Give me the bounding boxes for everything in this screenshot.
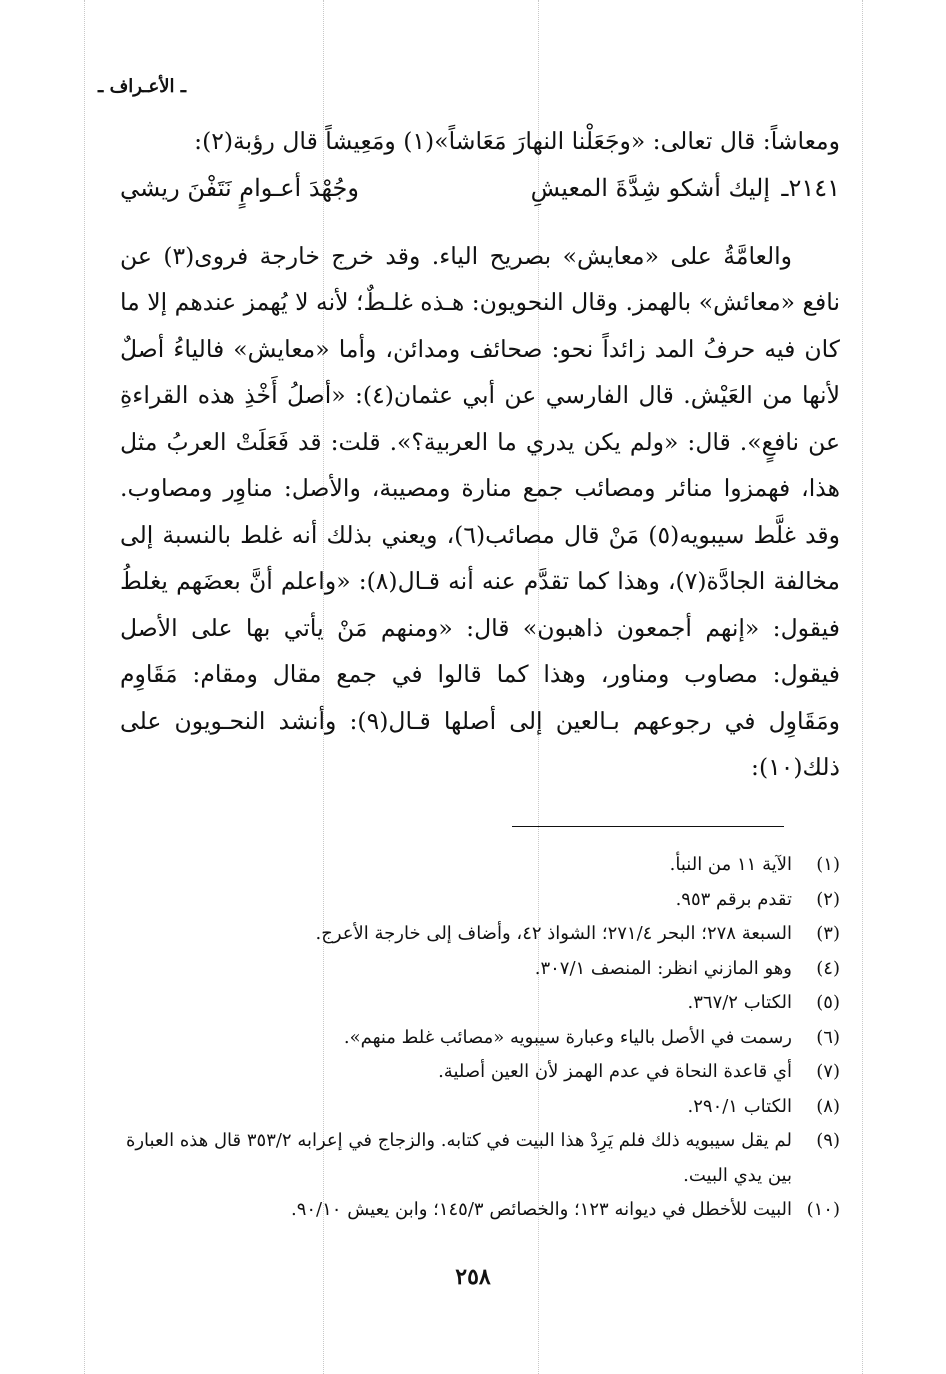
dotted-guide-line xyxy=(862,0,863,1374)
footnote-item xyxy=(120,952,840,987)
verse-first-hemistich: إليك أشكو شِدَّةَ المعيشِ xyxy=(530,173,770,202)
footnote-item xyxy=(120,848,840,883)
footnote-item xyxy=(120,986,840,1021)
footnote-text: أي قاعدة النحاة في عدم الهمز لأن العين أصلية. xyxy=(438,1061,792,1082)
footnote-text: السبعة ٢٧٨؛ البحر ٢٧١/٤؛ الشواذ ٤٢، وأضاف إلى خارجة الأعرج. xyxy=(315,923,792,944)
footnote-number: (٤) xyxy=(816,957,840,979)
footnote-text: الكتاب ٢٩٠/١. xyxy=(687,1095,792,1117)
footnote-divider xyxy=(512,826,784,827)
footnote-number: (٩) xyxy=(816,1130,840,1151)
body-paragraph: والعامَّةُ على «معايش» بصريح الياء. وقد خرج خارجة فروى(٣) عن نافع «معائش» بالهمز. وقال النحويون: هـذه غلـطٌ؛ لأنه لا يُهمز عندهم إلا ما كان فيه حرفُ المد زائداً نحو: صحائف ومدائن، وأما «معايش» فالياءُ أصلٌ لأنها من العَيْش. قال الفارسي عن أبي عثمان(٤): «أصلُ أَخْذِ هذه القراءةِ عن نافعٍ». قال: «ولم يكن يدري ما العربية؟». قلت: قد فَعَلَتْ العربُ مثل هذا، فهمزوا منائر ومصائب جمع منارة ومصيبة، والأصل: مناوِر ومصاوب. وقد غلَّط سيبويه(٥) مَنْ قال مصائب(٦)، ويعني بذلك أنه غلط بالنسبة إلى مخالفة الجادَّة(٧)، وهذا كما تقدَّم عنه أنه قـال(٨): «واعلم أنَّ بعضَهم يغلطُ فيقول: «إنهم أجمعون ذاهبون» قال: «ومنهم مَنْ يأتي بها على الأصل فيقول: مصاوب ومناور، وهذا كما قالوا في جمع مقال ومقام: مَقَاوِم ومَقَاوِل في رجوعهم بـالعين إلى أصلها قـال(٩): وأنشد النحـويون على ذلك(١٠): xyxy=(120,241,841,781)
footnote-number: (١) xyxy=(816,854,840,875)
footnote-number: (١٠) xyxy=(806,1199,840,1220)
footnote-text: وهو المازني انظر: المنصف ٣٠٧/١. xyxy=(534,957,792,979)
footnote-number: (٣) xyxy=(816,923,840,944)
footnote-item xyxy=(120,1090,840,1125)
footnote-text: رسمت في الأصل بالياء وعبارة سيبويه «مصائب غلط منهم». xyxy=(343,1026,792,1048)
footnote-number: (٨) xyxy=(816,1095,840,1117)
verse-second-hemistich: وجُهْدَ أعـوامٍ نَتَفْنَ ريشي xyxy=(120,173,359,202)
footnotes-list xyxy=(120,848,840,1228)
footnote-item xyxy=(120,1193,840,1228)
intro-line: ومعاشاً: قال تعالى: «وجَعَلْنا النهارَ مَعَاشاً»(١) ومَعِيشاً قال رؤبة(٢): xyxy=(194,127,840,155)
dotted-guide-line xyxy=(84,0,85,1374)
running-header: ـ الأعـراف ـ xyxy=(98,76,186,97)
footnote-text: الآية ١١ من النبأ. xyxy=(669,854,792,875)
footnote-number: (٢) xyxy=(816,888,840,910)
footnote-text: البيت للأخطل في ديوانه ١٢٣؛ والخصائص ١٤٥/٣؛ وابن يعيش ٩٠/١٠. xyxy=(290,1199,792,1220)
footnote-item xyxy=(120,883,840,918)
footnote-item xyxy=(120,1124,840,1193)
footnote-text: تقدم برقم ٩٥٣. xyxy=(675,888,792,910)
footnote-text: الكتاب ٣٦٧/٢. xyxy=(687,992,792,1013)
footnote-number: (٦) xyxy=(816,1026,840,1048)
footnote-item xyxy=(120,917,840,952)
verse-number: ٢١٤١ـ xyxy=(781,173,840,202)
main-text xyxy=(120,118,840,791)
footnote-text: لم يقل سيبويه ذلك فلم يَرِدْ هذا البيت في كتابه. والزجاج في إعرابه ٣٥٣/٢ قال هذه العبارة بين يدي البيت. xyxy=(125,1130,792,1186)
poem-verse xyxy=(120,165,840,215)
footnote-number: (٥) xyxy=(816,992,840,1013)
page-number: ٢٥٨ xyxy=(455,1264,491,1290)
footnote-item xyxy=(120,1021,840,1056)
footnote-item xyxy=(120,1055,840,1090)
footnote-number: (٧) xyxy=(816,1061,840,1082)
